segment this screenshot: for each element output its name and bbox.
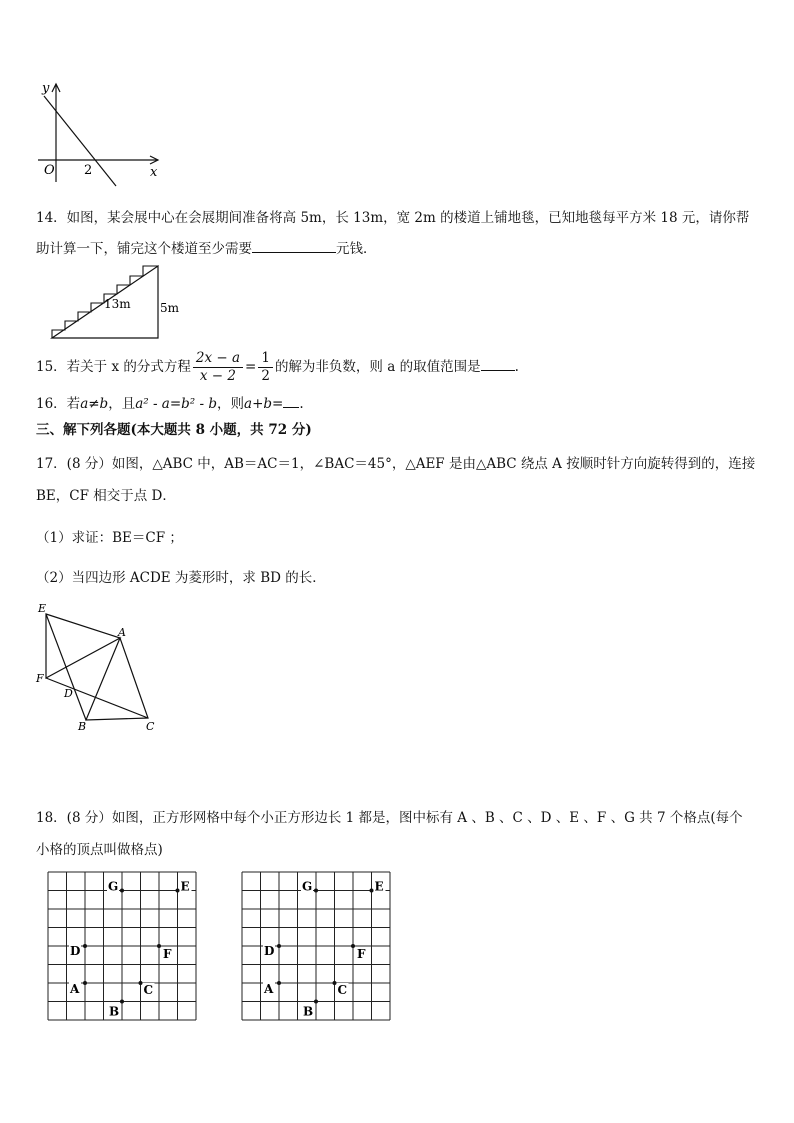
y-axis-label: y xyxy=(42,81,50,96)
grid-figure-left xyxy=(46,870,198,1022)
stair-height-label: 5m xyxy=(160,301,180,315)
q15-suffix: 的解为非负数，则 a 的取值范围是 xyxy=(274,359,481,375)
q16-answer-blank[interactable] xyxy=(283,393,299,408)
grid-label-C: C xyxy=(143,983,154,997)
q14-line2 xyxy=(36,238,377,259)
grid-point-E xyxy=(370,889,374,893)
q15-answer-blank[interactable] xyxy=(481,356,515,371)
q16-line xyxy=(36,393,304,414)
q15-end: . xyxy=(514,359,519,375)
grid-label-A: A xyxy=(70,982,80,996)
grid-label-E: E xyxy=(180,879,190,894)
grid-figure-right xyxy=(240,870,392,1022)
grid-label-B: B xyxy=(303,1004,314,1019)
q15-frac-num: 2x − a xyxy=(193,350,243,368)
grid-point-F xyxy=(157,944,161,948)
q18-line1: 18．(8 分）如图，正方形网格中每个小正方形边长 1 都是，图中标有 A 、B 、C 、D 、E 、F 、G 共 7 个格点(每个 xyxy=(36,810,743,826)
grid-label-C: C xyxy=(337,983,348,997)
q16-ask: a+b= xyxy=(244,396,284,412)
grid-point-C xyxy=(139,981,143,985)
grid-point-E xyxy=(176,889,180,893)
q15-rhs-den: 2 xyxy=(261,368,270,384)
q17-part1: （1）求证：BE＝CF ； xyxy=(36,530,183,546)
grid-point-D xyxy=(277,944,281,948)
staircase-figure xyxy=(50,262,184,340)
stair-hypotenuse-label: 13m xyxy=(104,297,131,311)
q15-frac-den: x − 2 xyxy=(199,368,236,384)
grid-label-G: G xyxy=(108,879,119,894)
grid-label-B: B xyxy=(109,1004,120,1019)
q16-cond: a≠b xyxy=(80,396,109,412)
q16-expr: a² - a=b² - b xyxy=(135,396,218,412)
q17-part2: （2）当四边形 ACDE 为菱形时，求 BD 的长． xyxy=(36,570,326,586)
q15-fraction xyxy=(193,350,243,385)
label-D: D xyxy=(64,687,73,700)
q14-line1: 14．如图，某会展中心在会展期间准备将高 5m，长 13m，宽 2m 的楼道上铺地毯，已知地毯每平方米 18 元，请你帮 xyxy=(36,210,750,226)
grid-point-F xyxy=(351,944,355,948)
grid-label-E: E xyxy=(374,879,384,894)
section-3-heading: 三、解下列各题(本大题共 8 小题，共 72 分) xyxy=(36,422,312,438)
q18-line2: 小格的顶点叫做格点) xyxy=(36,842,163,858)
grid-point-B xyxy=(314,1000,318,1004)
q14-answer-blank[interactable] xyxy=(252,238,336,253)
q16-b: ，且 xyxy=(108,396,136,412)
grid-label-D: D xyxy=(264,944,275,958)
label-A: A xyxy=(118,626,126,639)
grid-point-G xyxy=(314,889,318,893)
q15-line xyxy=(36,346,519,388)
grid-label-A: A xyxy=(264,982,274,996)
label-B: B xyxy=(78,720,87,733)
grid-label-G: G xyxy=(302,879,313,894)
q17-line2: BE，CF 相交于点 D． xyxy=(36,488,176,504)
grid-label-D: D xyxy=(70,944,81,958)
q16-c: ，则 xyxy=(217,396,245,412)
x-intercept-label: 2 xyxy=(84,163,93,178)
grid-point-G xyxy=(120,889,124,893)
label-C: C xyxy=(146,720,155,733)
q15-rhs-fraction xyxy=(258,350,273,385)
grid-label-F: F xyxy=(163,947,172,961)
origin-label: O xyxy=(44,163,55,178)
grid-label-F: F xyxy=(357,947,366,961)
q15-rhs-num: 1 xyxy=(258,350,273,368)
q15-eq: = xyxy=(245,359,257,375)
grid-point-A xyxy=(277,981,281,985)
rotation-triangle-figure xyxy=(30,598,170,738)
grid-point-D xyxy=(83,944,87,948)
grid-point-B xyxy=(120,1000,124,1004)
q15-prefix: 15．若关于 x 的分式方程 xyxy=(36,359,191,375)
q14-line2-a: 助计算一下，铺完这个楼道至少需要 xyxy=(36,241,252,257)
grid-point-C xyxy=(333,981,337,985)
q16-a: 16．若 xyxy=(36,396,81,412)
x-axis-label: x xyxy=(150,165,158,180)
label-E: E xyxy=(38,602,47,615)
q17-line1: 17．(8 分）如图，△ABC 中，AB＝AC＝1，∠BAC＝45°，△AEF 是由△ABC 绕点 A 按顺时针方向旋转得到的，连接 xyxy=(36,456,756,472)
label-F: F xyxy=(36,672,44,685)
line-graph-figure xyxy=(32,78,172,190)
grid-point-A xyxy=(83,981,87,985)
q16-end: . xyxy=(299,396,304,412)
q14-line2-b: 元钱． xyxy=(336,241,377,257)
